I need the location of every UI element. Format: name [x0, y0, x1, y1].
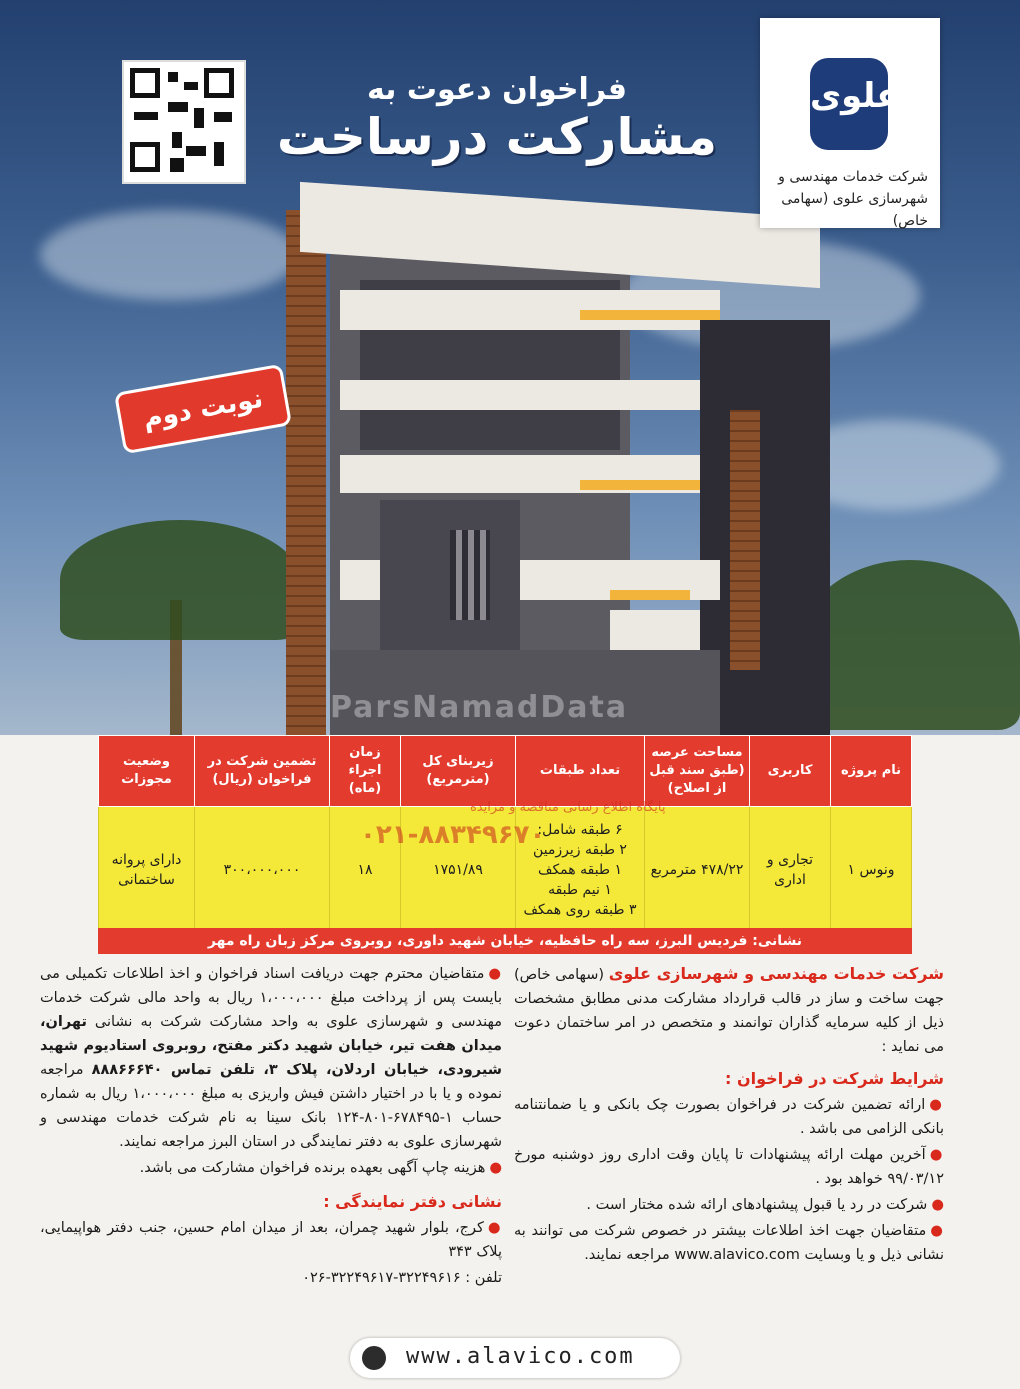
list-item: ●آخرین مهلت ارائه پیشنهادات تا پایان وقت اداری روز دوشنبه مورخ ۹۹/۰۳/۱۲ خواهد بود . — [514, 1147, 944, 1187]
company-heading: شرکت خدمات مهندسی و شهرسازی علوی — [608, 964, 944, 983]
col-header: مساحت عرصه (طبق سند قبل از اصلاح) — [645, 736, 750, 807]
round-badge: نوبت دوم — [114, 364, 292, 455]
palm-tree — [60, 520, 300, 640]
project-address: نشانی: فردیس البرز، سه راه حافظیه، خیابان شهید داوری، روبروی مرکز زبان راه مهر — [98, 928, 912, 954]
office-phone: تلفن : ۳۲۲۴۹۶۱۶-۳۲۲۴۹۶۱۷-۰۲۶ — [302, 1270, 502, 1286]
col-header: تضمین شرکت در فراخوان (ریال) — [195, 736, 330, 807]
company-logo-box — [760, 18, 940, 228]
company-name: شرکت خدمات مهندسی و شهرسازی علوی (سهامی خاص) — [778, 169, 928, 229]
list-item: ●هزینه چاپ آگهی بعهده برنده فراخوان مشارکت می باشد. — [139, 1160, 502, 1176]
website-footer[interactable] — [350, 1338, 680, 1378]
table-header-row — [99, 736, 912, 807]
cell-project-name: ونوس ۱ — [831, 807, 912, 934]
col-header: نام پروژه — [831, 736, 912, 807]
cell-total-area: ۱۷۵۱/۸۹ — [401, 807, 516, 934]
col-header: وضعیت مجوزات — [99, 736, 195, 807]
watermark-brand: ParsNamadData — [330, 690, 629, 725]
intro-column — [514, 962, 944, 1269]
list-item: ●کرج، بلوار شهید چمران، بعد از میدان امام حسین، جنب دفتر هواپیمایی، پلاک ۳۴۳ — [40, 1220, 502, 1260]
website-url[interactable]: www.alavico.com — [406, 1344, 635, 1369]
page-title: مشارکت درساخت — [276, 108, 718, 166]
col-header: زیربنای کل (مترمربع) — [401, 736, 516, 807]
cloud — [40, 210, 300, 300]
qr-code — [122, 60, 246, 184]
list-item: ●متقاضیان محترم جهت دریافت اسناد فراخوان و اخذ اطلاعات تکمیلی می بایست پس از پرداخت مبلغ ۱،۰۰۰،۰۰۰ ریال به واحد مالی شرکت خدمات مهندسی و شهرسازی علوی به واحد مشارکت شرکت به نشانی تهران، میدان هفت تیر، خیابان شهید دکتر مفتح، روبروی استادیوم شهید شیرودی، خیابان اردلان، پلاک ۳، تلفن تماس ۸۸۸۶۶۶۴۰ مراجعه نموده و یا با در اختیار داشتن فیش واریزی به مبلغ ۱،۰۰۰،۰۰۰ ریال به شماره حساب ۱-۶۷۸۴۹۵-۸۰۱-۱۲۴ بانک سینا به نام شرکت خدمات مهندسی و شهرسازی علوی به دفتر نمایندگی در استان البرز مراجعه نمایند. — [40, 966, 503, 1150]
office-title: نشانی دفتر نمایندگی : — [323, 1192, 502, 1211]
col-header: کاربری — [750, 736, 831, 807]
list-item: ●ارائه تضمین شرکت در فراخوان بصورت چک بانکی و یا ضمانتنامه بانکی الزامی می باشد . — [514, 1097, 944, 1137]
list-item: ●متقاضیان جهت اخذ اطلاعات بیشتر در خصوص شرکت می توانند به نشانی ذیل و یا وبسایت www.alavico.com مراجعه نمایند. — [514, 1223, 944, 1263]
list-item: ●شرکت در رد یا قبول پیشنهادهای ارائه شده مختار است . — [586, 1197, 944, 1213]
cell-permits: دارای پروانه ساختمانی — [99, 807, 195, 934]
watermark-phone: ۰۲۱-۸۸۳۴۹۶۷۰ — [360, 820, 546, 850]
cell-usage: تجاری و اداری — [750, 807, 831, 934]
globe-cursor-icon — [362, 1346, 386, 1370]
intro-text: (سهامی خاص) جهت ساخت و ساز در قالب قرارداد مشارکت مدنی مطابق مشخصات ذیل از کلیه سرمایه گذاران توانمند و متخصص در امر ساختمان دعوت می نماید : — [514, 967, 944, 1055]
cell-floors: ۶ طبقه شامل: ۲ طبقه زیرزمین ۱ طبقه همکف ۱ نیم طبقه ۳ طبقه روی همکف — [516, 807, 645, 934]
watermark-site: پایگاه اطلاع رسانی مناقصه و مزایده — [470, 800, 666, 815]
cell-guarantee: ۳۰۰،۰۰۰،۰۰۰ — [195, 807, 330, 934]
cell-duration: ۱۸ — [330, 807, 401, 934]
instructions-column — [40, 962, 502, 1292]
conditions-title: شرایط شرکت در فراخوان : — [725, 1069, 944, 1088]
cell-area: ۴۷۸/۲۲ مترمربع — [645, 807, 750, 934]
col-header: زمان اجراء (ماه) — [330, 736, 401, 807]
building-render — [280, 190, 840, 735]
company-logo: علوی — [810, 58, 888, 150]
title-small: فراخوان دعوت به — [366, 72, 628, 107]
col-header: تعداد طبقات — [516, 736, 645, 807]
